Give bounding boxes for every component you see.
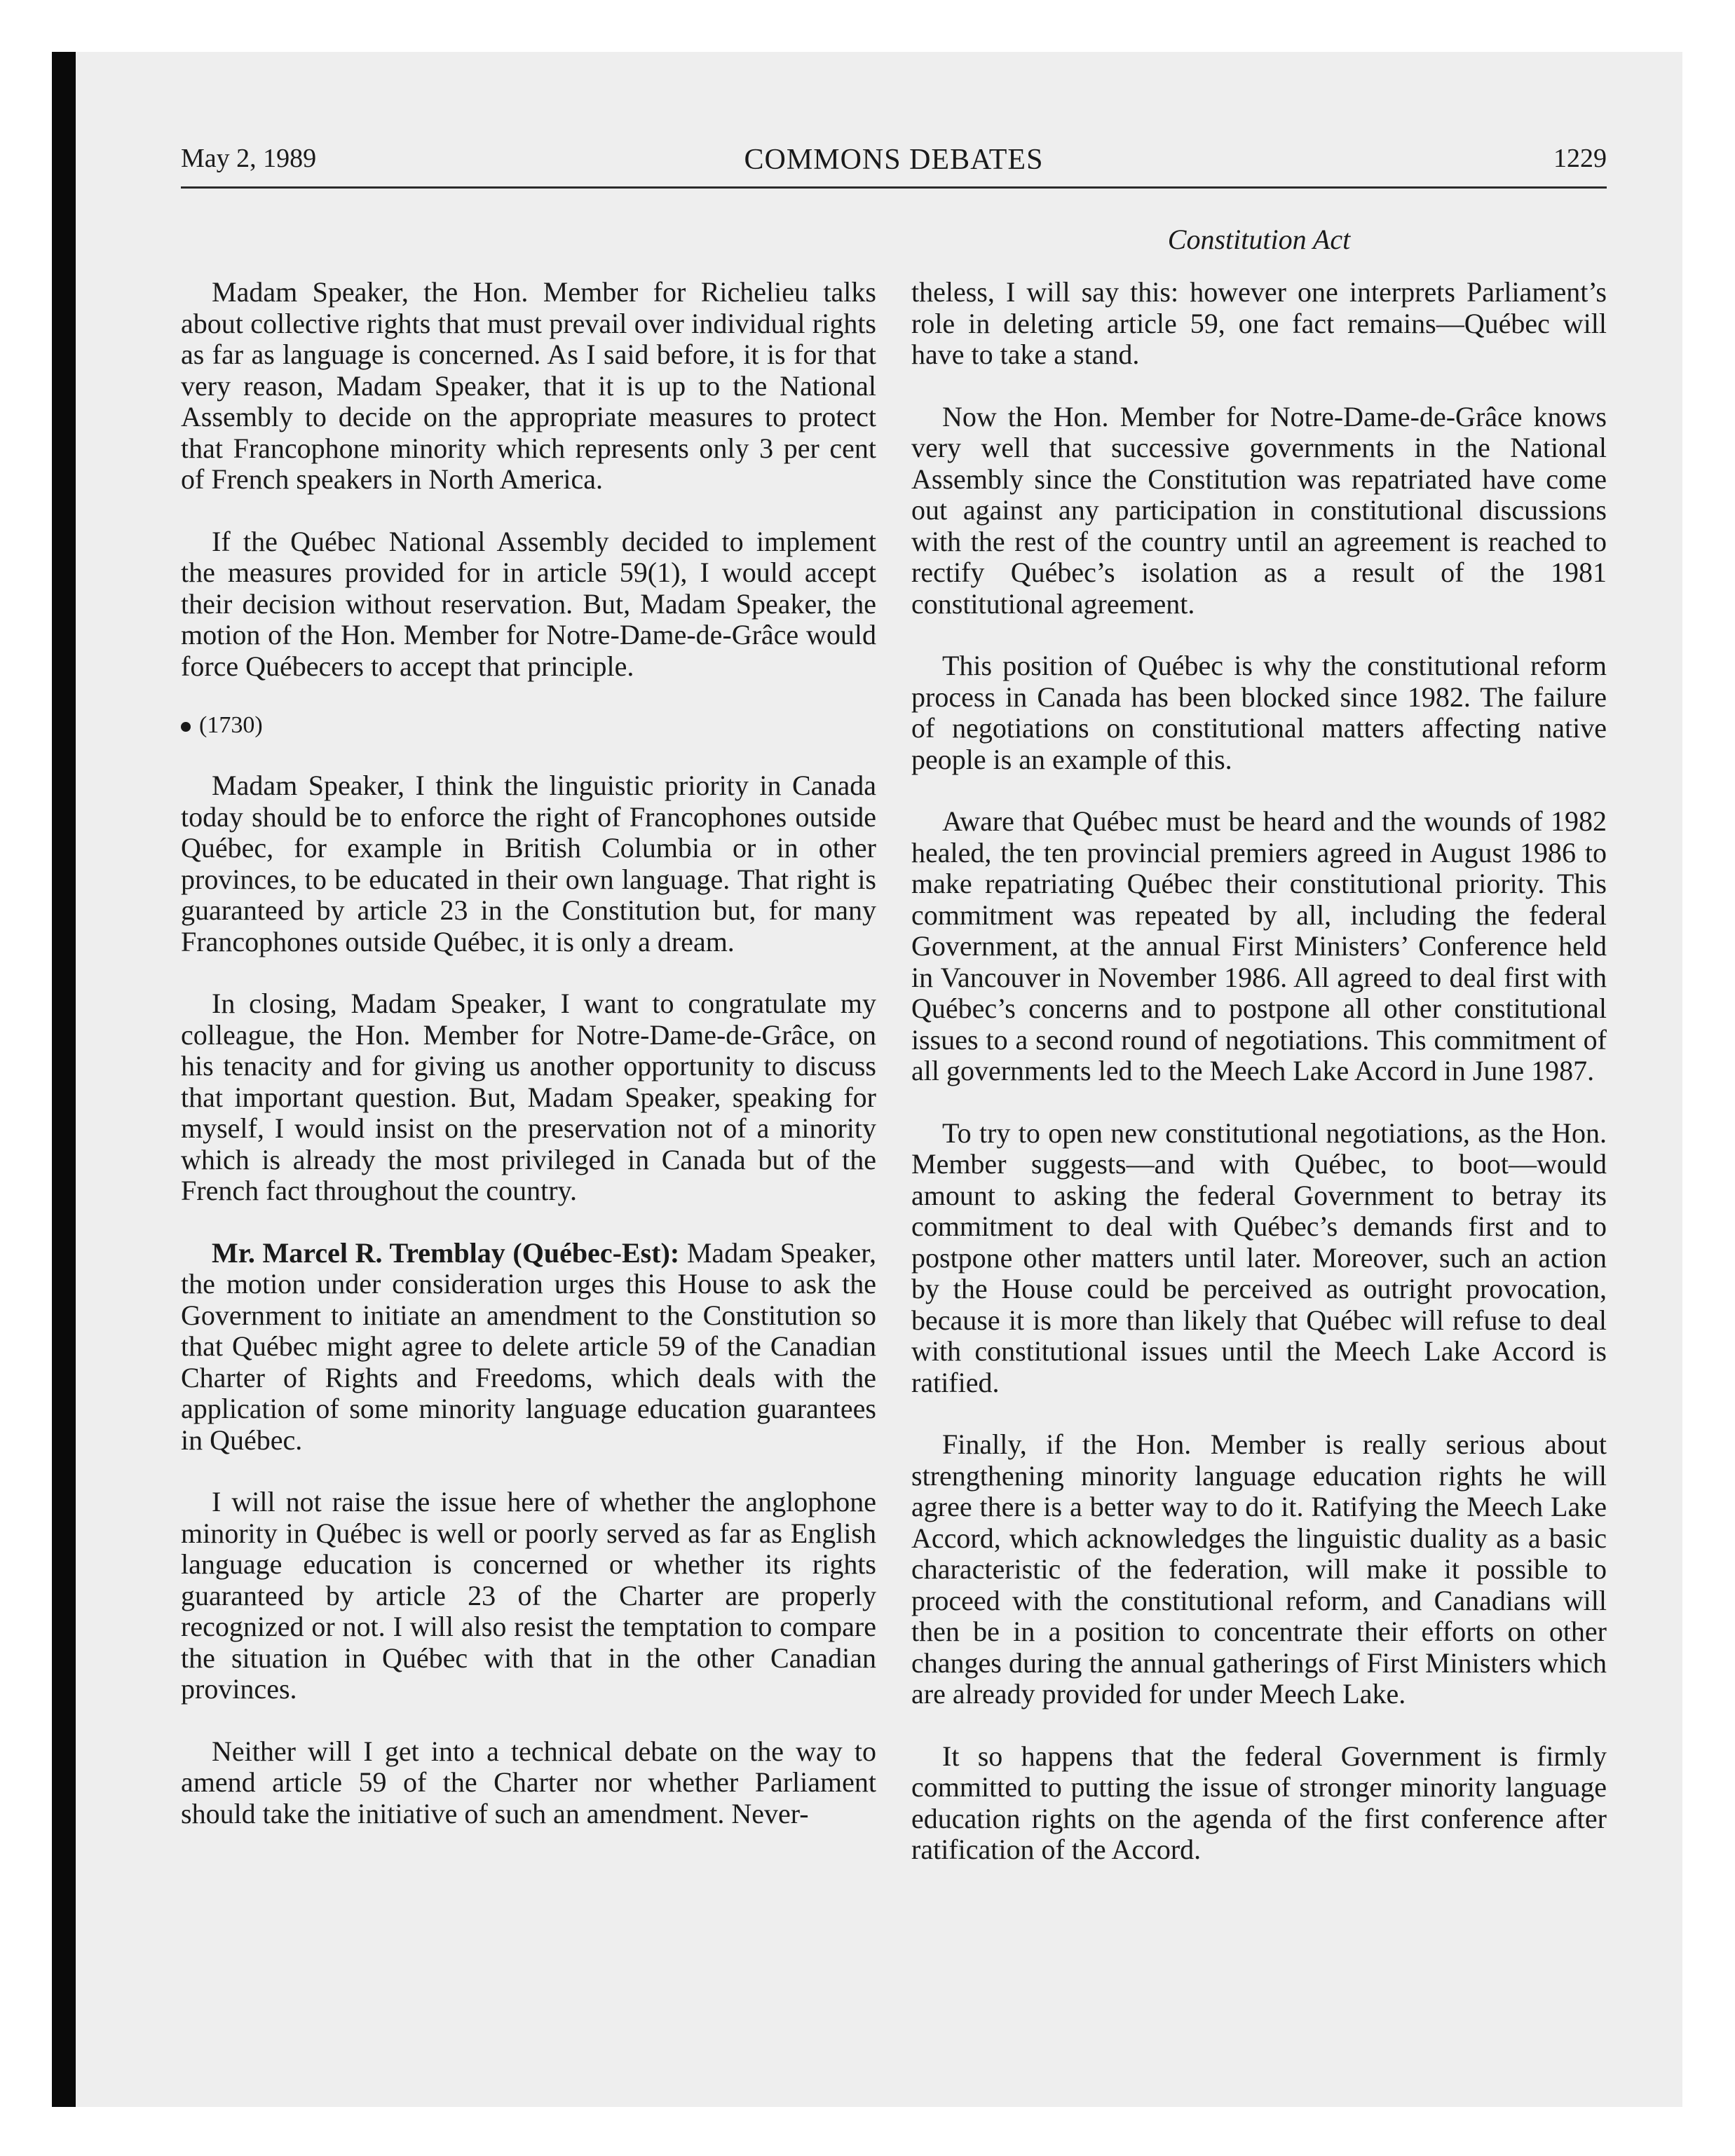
left-paragraph-7: Neither will I get into a technical debate on the way to amend article 59 of the Charter nor whether Parliament should take the initiative of such an amendment. Never- — [181, 1735, 876, 1829]
speech-text: Madam Speaker, the motion under consideration urges this House to ask the Government to initiate an amendment to the Constitution so that Québec might agree to delete article 59 of the Canadian Charter of Rights and Freedoms, which deals with the application of some minority language education guarantees in Québec. — [181, 1236, 876, 1456]
right-paragraph-2: Now the Hon. Member for Notre-Dame-de-Grâce knows very well that successive governments in the National Assembly since the Constitution was repatriated have come out against any participation in constitutional discussions with the rest of the country until an agreement is reached to rectify Québec’s isolation as a result of the 1981 constitutional agreement. — [911, 400, 1607, 620]
right-paragraph-3: This position of Québec is why the constitutional reform process in Canada has been blocked since 1982. The failure of negotiations on constitutional matters affecting native people is an example of this. — [911, 650, 1607, 775]
header-rule — [181, 186, 1607, 189]
left-column — [181, 277, 876, 1860]
right-paragraph-7: It so happens that the federal Government is firmly committed to putting the issue of stronger minority language education rights on the agenda of the first conference after ratification of the Accord. — [911, 1740, 1607, 1865]
timestamp-text: (1730) — [199, 712, 263, 738]
right-paragraph-5: To try to open new constitutional negotiations, as the Hon. Member suggests—and with Québec, to boot—would amount to asking the federal Government to betray its commitment to deal with Québec’s demands first and to postpone other matters until later. Moreover, such an action by the House could be perceived as outright provocation, because it is more than likely that Québec will refuse to deal with constitutional issues until the Meech Lake Accord is ratified. — [911, 1117, 1607, 1398]
header-page-number: 1229 — [1553, 144, 1607, 173]
left-paragraph-5 — [181, 1238, 876, 1456]
right-column — [911, 277, 1607, 1897]
speaker-name: Mr. Marcel R. Tremblay (Québec-Est): — [212, 1236, 680, 1269]
right-paragraph-1: theless, I will say this: however one interprets Parliament’s role in deleting article 59, one fact remains—Québec will have to take a stand. — [911, 276, 1607, 370]
header-date: May 2, 1989 — [181, 144, 317, 173]
left-paragraph-3: Madam Speaker, I think the linguistic priority in Canada today should be to enforce the right of Francophones outside Québec, for example in British Columbia or in other provinces, to be educated in their own language. That right is guaranteed by article 23 in the Constitution but, for many Francophones outside Québec, it is only a dream. — [181, 770, 876, 957]
right-paragraph-4: Aware that Québec must be heard and the wounds of 1982 healed, the ten provincial premiers agreed in August 1986 to make repatriating Québec their constitutional priority. This commitment was repeated by all, including the federal Government, at the annual First Ministers’ Conference held in Vancouver in November 1986. All agreed to deal first with Québec’s concerns and to postpone all other constitutional issues to a second round of negotiations. This commitment of all governments led to the Meech Lake Accord in June 1987. — [911, 805, 1607, 1086]
left-paragraph-2: If the Québec National Assembly decided to implement the measures provided for in article 59(1), I would accept their decision without reservation. But, Madam Speaker, the motion of the Hon. Member for Notre-Dame-de-Grâce would force Québecers to accept that principle. — [181, 525, 876, 682]
left-paragraph-6: I will not raise the issue here of whether the anglophone minority in Québec is well or poorly served as far as English language education is concerned or whether its rights guaranteed by article 23 of the Charter are properly recognized or not. I will also resist the temptation to compare the situation in Québec with that in the other Canadian provinces. — [181, 1486, 876, 1705]
left-paragraph-4: In closing, Madam Speaker, I want to congratulate my colleague, the Hon. Member for Notre-Dame-de-Grâce, on his tenacity and for giving us another opportunity to discuss that important question. But, Madam Speaker, speaking for myself, I would insist on the preservation not of a minority which is already the most privileged in Canada but of the French fact throughout the country. — [181, 988, 876, 1206]
timestamp-marker — [181, 710, 876, 741]
binding-edge-shadow — [52, 52, 76, 2107]
right-paragraph-6: Finally, if the Hon. Member is really serious about strengthening minority language education rights he will agree there is a better way to do it. Ratifying the Meech Lake Accord, which acknowledges the linguistic duality as a basic characteristic of the federation, will make it possible to proceed with the constitutional reform, and Canadians will then be in a position to concentrate their efforts on other changes during the annual gatherings of First Ministers which are already provided for under Meech Lake. — [911, 1428, 1607, 1710]
left-paragraph-1: Madam Speaker, the Hon. Member for Richelieu talks about collective rights that must prevail over individual rights as far as language is concerned. As I said before, it is for that very reason, Madam Speaker, that it is up to the National Assembly to decide on the appropriate measures to protect that Francophone minority which represents only 3 per cent of French speakers in North America. — [181, 276, 876, 495]
running-head — [181, 143, 1607, 185]
section-title: Constitution Act — [1167, 224, 1351, 255]
bullet-icon — [181, 722, 191, 732]
header-publication: COMMONS DEBATES — [744, 144, 1044, 176]
